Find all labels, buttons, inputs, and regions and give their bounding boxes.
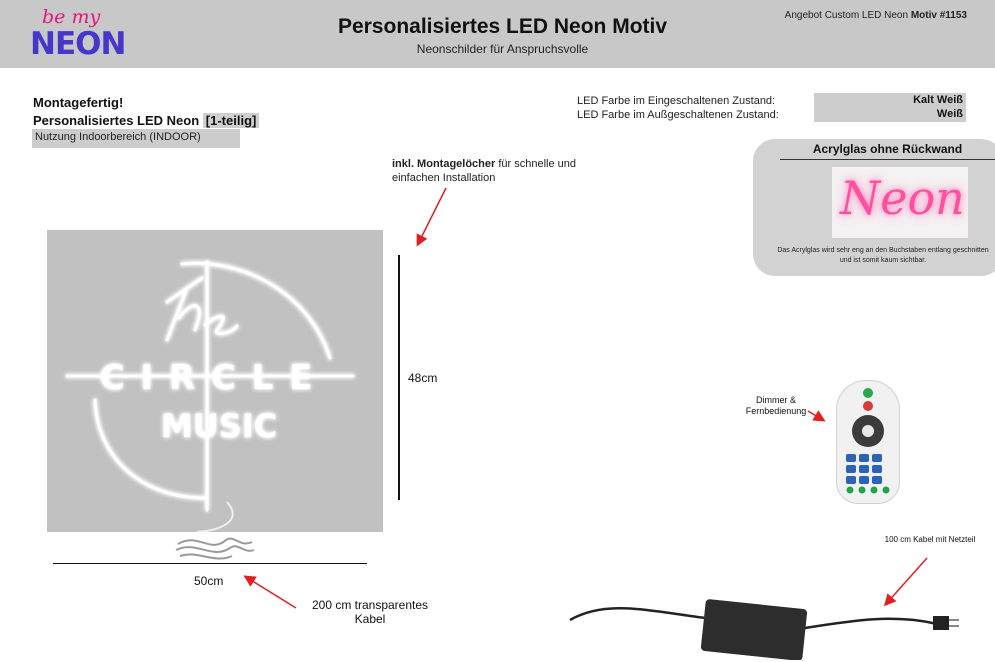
piece-count-badge: [1-teilig]: [203, 113, 260, 128]
ready-to-mount-heading: Montagefertig!: [33, 95, 124, 110]
led-off-label: LED Farbe im Außgeschaltenen Zustand:: [577, 109, 779, 121]
acrylic-sample-word: Neon: [840, 171, 965, 225]
usage-label: Nutzung Indoorbereich (INDOOR): [32, 129, 240, 148]
neon-word-music: MUSIC: [160, 407, 278, 445]
arrow-dimmer: [808, 411, 823, 420]
logo-wordmark: NEON: [30, 26, 126, 62]
width-dimension-label: 50cm: [194, 574, 224, 588]
mounting-holes-bold: inkl. Montagelöcher: [392, 158, 496, 170]
led-on-value: Kalt Weiß: [814, 93, 966, 108]
led-off-value: Weiß: [814, 107, 966, 122]
cable-note: 200 cm transparentes Kabel: [311, 598, 429, 626]
page-title: Personalisiertes LED Neon Motiv: [337, 15, 668, 38]
acrylic-note: Das Acrylglas wird sehr eng an den Buchstaben entlang geschnitten und ist somit kaum sichtbar.: [777, 247, 989, 264]
neon-word-circle: C I R C L E: [99, 358, 315, 398]
arrow-adapter: [886, 558, 927, 604]
dimmer-label: Dimmer & Fernbedienung: [745, 395, 807, 416]
logo-script-text: be my: [42, 6, 101, 28]
mounting-holes-rest: für schnelle und einfachen Installation: [392, 158, 577, 184]
offer-prefix: Angebot Custom LED Neon: [784, 10, 909, 21]
height-dimension-label: 48cm: [408, 371, 438, 385]
arrow-mounting-holes: [418, 188, 446, 244]
offer-motif-number: Motiv #1153: [910, 10, 967, 21]
acrylic-title: Acrylglas ohne Rückwand: [780, 142, 995, 160]
led-on-label: LED Farbe im Eingeschaltenen Zustand:: [577, 95, 776, 107]
arrow-cable: [246, 577, 296, 608]
adapter-label: 100 cm Kabel mit Netzteil: [884, 535, 976, 544]
product-name-text: Personalisiertes LED Neon: [33, 113, 200, 128]
page-subtitle: Neonschilder für Anspruchsvolle: [416, 42, 589, 56]
